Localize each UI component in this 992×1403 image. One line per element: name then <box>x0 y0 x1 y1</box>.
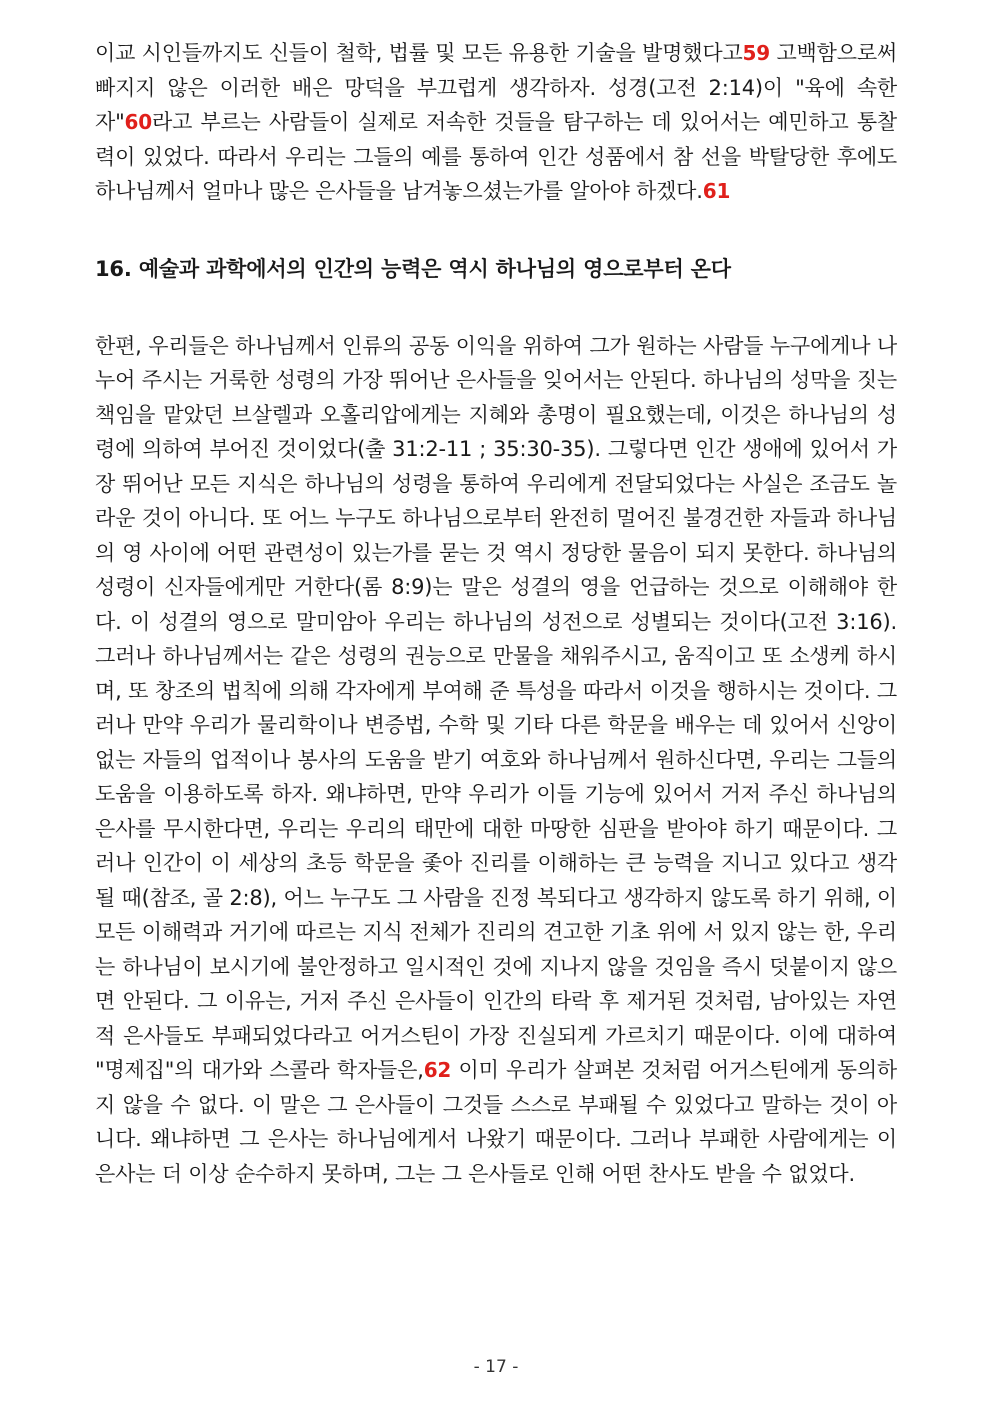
paragraph-text: 이교 시인들까지도 신들이 철학, 법률 및 모든 유용한 기술을 발명했다고 <box>95 41 743 65</box>
paragraph-text: 고백함으로써 빠지지 않은 이러한 배은 망덕을 부끄럽게 생각하자. 성경(고전 2:14)이 "육에 속한 자" <box>95 41 897 134</box>
footnote-ref-60[interactable]: 60 <box>124 110 152 134</box>
paragraph-text: 이미 우리가 살펴본 것처럼 어거스틴에게 동의하지 않을 수 없다. 이 말은 그 은사들이 그것들 스스로 부패될 수 있었다고 말하는 것이 아니다. 왜냐하면 그 은사는 하나님에게서 나왔기 때문이다. 그러나 부패한 사람에게는 이 은사는 더 이상 순수하지 못하며, 그는 그 은사들로 인해 어떤 찬사도 받을 수 없었다. <box>95 1058 897 1186</box>
paragraph-text: 한편, 우리들은 하나님께서 인류의 공동 이익을 위하여 그가 원하는 사람들 누구에게나 나누어 주시는 거룩한 성령의 가장 뛰어난 은사들을 잊어서는 안된다. 하나님의 성막을 짓는 책임을 맡았던 브살렐과 오홀리압에게는 지혜와 총명이 필요했는데, 이것은 하나님의 성령에 의하여 부어진 것이었다(출 31:2-11 ; 35:30-35). 그렇다면 인간 생애에 있어서 가장 뛰어난 모든 지식은 하나님의 성령을 통하여 우리에게 전달되었다는 사실은 조금도 놀라운 것이 아니다. 또 어느 누구도 하나님으로부터 완전히 멀어진 불경건한 자들과 하나님의 영 사이에 어떤 관련성이 있는가를 묻는 것 역시 정당한 물음이 되지 못한다. 하나님의 성령이 신자들에게만 거한다(롬 8:9)는 말은 성결의 영을 언급하는 것으로 이해해야 한다. 이 성결의 영으로 말미암아 우리는 하나님의 성전으로 성별되는 것이다(고전 3:16). 그러나 하나님께서는 같은 성령의 권능으로 만물을 채워주시고, 움직이고 또 소생케 하시며, 또 창조의 법칙에 의해 각자에게 부여해 준 특성을 따라서 이것을 행하시는 것이다. 그러나 만약 우리가 물리학이나 변증법, 수학 및 기타 다른 학문을 배우는 데 있어서 신앙이 없는 자들의 업적이나 봉사의 도움을 받기 여호와 하나님께서 원하신다면, 우리는 그들의 도움을 이용하도록 하자. 왜냐하면, 만약 우리가 이들 기능에 있어서 거저 주신 하나님의 은사를 무시한다면, 우리는 우리의 태만에 대한 마땅한 심판을 받아야 하기 때문이다. 그러나 인간이 이 세상의 초등 학문을 좇아 진리를 이해하는 큰 능력을 지니고 있다고 생각될 때(참조, 골 2:8), 어느 누구도 그 사람을 진정 복되다고 생각하지 않도록 하기 위해, 이 모든 이해력과 거기에 따르는 지식 전체가 진리의 견고한 기초 위에 서 있지 않는 한, 우리는 하나님이 보시기에 불안정하고 일시적인 것에 지나지 않을 것임을 즉시 덧붙이지 않으면 안된다. 그 이유는, 거저 주신 은사들이 인간의 타락 후 제거된 것처럼, 남아있는 자연적 은사들도 부패되었다라고 어거스틴이 가장 진실되게 가르치기 때문이다. 이에 대하여 "명제집"의 대가와 스콜라 학자들은, <box>95 333 898 1082</box>
footnote-ref-61[interactable]: 61 <box>702 179 731 203</box>
paragraph-text: 라고 부르는 사람들이 실제로 저속한 것들을 탐구하는 데 있어서는 예민하고 통찰력이 있었다. 따라서 우리는 그들의 예를 통하여 인간 성품에서 참 선을 박탈당한 후에도 하나님께서 얼마나 많은 은사들을 남겨놓으셨는가를 알아야 하겠다. <box>95 110 897 203</box>
footnote-ref-62[interactable]: 62 <box>423 1058 452 1082</box>
document-page <box>95 36 897 1191</box>
footnote-ref-59[interactable]: 59 <box>742 41 770 65</box>
section-heading: 16. 예술과 과학에서의 인간의 능력은 역시 하나님의 영으로부터 온다 <box>95 256 731 281</box>
page-number: - 17 - <box>473 1357 519 1377</box>
paragraph-body <box>95 329 897 1192</box>
paragraph-intro <box>95 36 897 209</box>
